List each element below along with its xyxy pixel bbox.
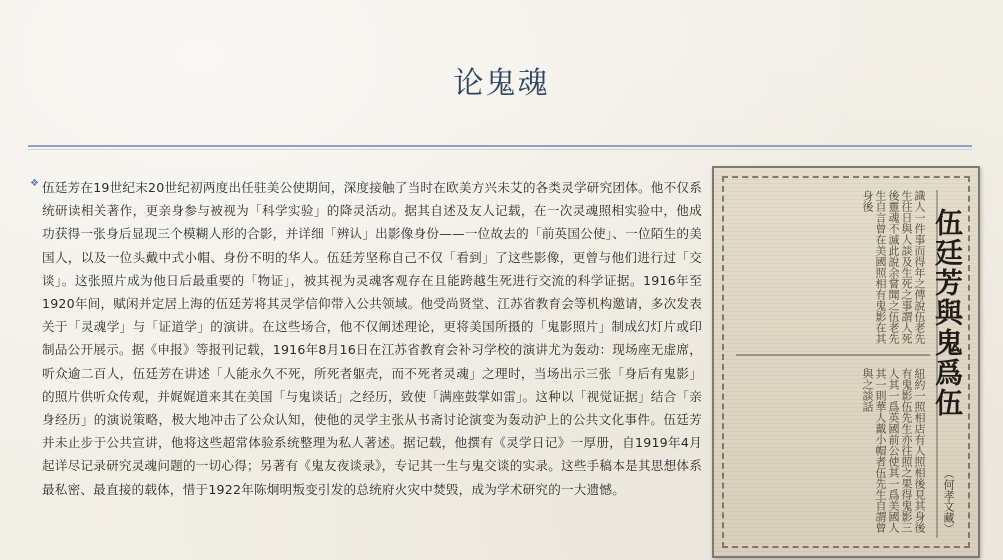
title-divider-thin <box>28 149 972 150</box>
diamond-bullet-icon: ❖ <box>30 178 39 189</box>
newspaper-clipping-image <box>712 166 980 558</box>
clipping-headline: 伍廷芳與鬼爲伍 <box>931 208 964 418</box>
body-paragraph: 伍廷芳在19世纪末20世纪初两度出任驻美公使期间，深度接触了当时在欧美方兴未艾的各类灵学研究团体。他不仅系统研读相关著作，更亲身参与被视为「科学实验」的降灵活动。据其自述及友人记载，在一次灵魂照相实验中，他成功获得一张身后显现三个模糊人形的合影，并详细「辨认」出影像身份——一位故去的「前英国公使」、一位陌生的美国人，以及一位头戴中式小帽、身份不明的华人。伍廷芳坚称自己不仅「看到」了这些影像，更曾与他们进行过「交谈」。这张照片成为他日后最重要的「物证」，被其视为灵魂客观存在且能跨越生死进行交流的科学证据。1916年至1920年间，赋闲并定居上海的伍廷芳将其灵学信仰带入公共领域。他受尚贤堂、江苏省教育会等机构邀请，多次发表关于「灵魂学」与「证道学」的演讲。在这些场合，他不仅阐述理论，更将美国所摄的「鬼影照片」制成幻灯片或印制品公开展示。据《申报》等报刊记载，1916年8月16日在江苏省教育会补习学校的演讲尤为轰动：现场座无虚席，听众逾二百人，伍廷芳在讲述「人能永久不死，所死者躯壳，而不死者灵魂」之理时，当场出示三张「身后有鬼影」的照片供听众传观，并娓娓道来其在美国「与鬼谈话」之经历，致使「满座鼓掌如雷」。这种以「视觉证据」结合「亲身经历」的演说策略，极大地冲击了公众认知，使他的灵学主张从书斋讨论演变为轰动沪上的公共文化事件。伍廷芳并未止步于公共宣讲，他将这些超常体验系统整理为私人著述。据记载，他撰有《灵学日记》一厚册，自1919年4月起详尽记录研究灵魂问题的一切心得；另著有《鬼友夜谈录》，专记其一生与鬼交谈的实录。这些手稿本是其思想体系最私密、最直接的载体，惜于1922年陈炯明叛变引发的总统府火灾中焚毁，成为学术研究的一大遗憾。 <box>42 180 702 497</box>
clipping-text-top: 識人一件事而得年之傳說伍老先生往日與人談及生死之事謂人死後靈魂不滅此說余嘗聞之伍老先生自言曾在美國照相有鬼影在其身後 <box>861 190 926 344</box>
clipping-divider <box>736 354 930 356</box>
clipping-text-bottom: 紐約一照相店有人照相後見其身後有鬼影伍先生亦往照之果得鬼影三人其一爲英國前公使其一爲美國人其一則華人戴小帽者伍先生自謂曾與之談話 <box>861 368 926 533</box>
slide-title: 论鬼魂 <box>453 66 550 101</box>
title-divider <box>28 145 972 147</box>
clipping-byline: （何孝文藏） <box>942 468 955 534</box>
